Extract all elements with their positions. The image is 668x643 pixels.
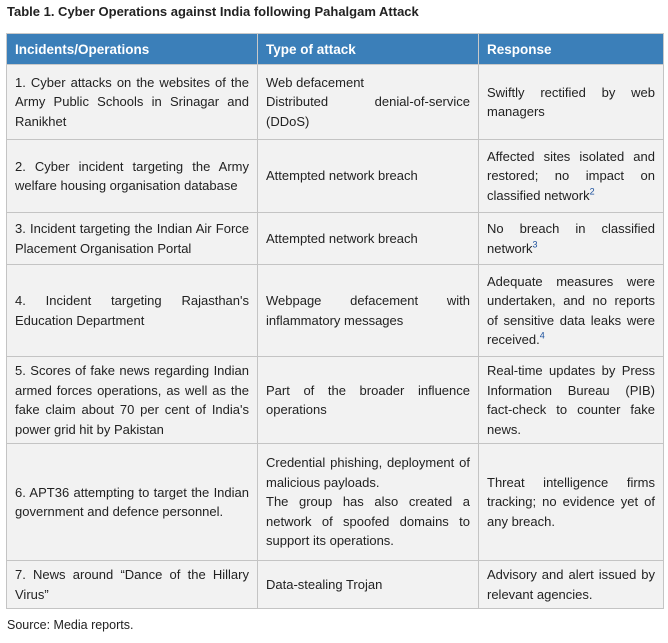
response-cell xyxy=(479,65,664,140)
attack-cell xyxy=(258,444,479,561)
source-note: Source: Media reports. xyxy=(7,618,134,632)
response-text: Real-time updates by Press Information Bureau (PIB) fact-check to counter fake news. xyxy=(487,363,655,437)
response-text: Affected sites isolated and restored; no impact on classified network xyxy=(487,148,655,203)
incident-cell: 7. News around “Dance of the Hillary Virus” xyxy=(7,561,258,609)
attack-cell xyxy=(258,357,479,444)
incident-cell: 1. Cyber attacks on the websites of the Army Public Schools in Srinagar and Ranikhet xyxy=(7,65,258,140)
attack-cell xyxy=(258,265,479,357)
attack-line: Attempted network breach xyxy=(266,168,418,184)
response-cell xyxy=(479,561,664,609)
attack-cell xyxy=(258,213,479,265)
table-title: Table 1. Cyber Operations against India following Pahalgam Attack xyxy=(7,4,419,19)
table-row xyxy=(7,357,664,444)
table-row xyxy=(7,561,664,609)
attack-line: Attempted network breach xyxy=(266,230,418,246)
table-row xyxy=(7,265,664,357)
response-text: Threat intelligence firms tracking; no evidence yet of any breach. xyxy=(487,474,655,529)
attack-cell xyxy=(258,561,479,609)
footnote-marker: 2 xyxy=(589,186,595,197)
footnote-marker: 3 xyxy=(532,239,538,250)
attack-cell xyxy=(258,65,479,140)
attack-line: Data-stealing Trojan xyxy=(266,576,383,592)
incident-cell: 6. APT36 attempting to target the Indian government and defence personnel. xyxy=(7,444,258,561)
table-row xyxy=(7,444,664,561)
cyber-operations-table xyxy=(6,33,664,609)
response-cell xyxy=(479,213,664,265)
table-row xyxy=(7,213,664,265)
incident-cell: 2. Cyber incident targeting the Army welfare housing organisation database xyxy=(7,140,258,213)
response-text: Swiftly rectified by web managers xyxy=(487,84,655,119)
attack-line: Credential phishing, deployment of malicious payloads. xyxy=(266,455,470,490)
table-row xyxy=(7,140,664,213)
response-cell xyxy=(479,265,664,357)
header-type-of-attack: Type of attack xyxy=(258,34,479,65)
header-incidents: Incidents/Operations xyxy=(7,34,258,65)
response-text: No breach in classified network xyxy=(487,221,655,256)
incident-cell: 3. Incident targeting the Indian Air Force Placement Organisation Portal xyxy=(7,213,258,265)
incident-cell: 5. Scores of fake news regarding Indian armed forces operations, as well as the fake claim about 70 per cent of India's power grid hit by Pakistan xyxy=(7,357,258,444)
response-text: Adequate measures were undertaken, and no reports of sensitive data leaks were received. xyxy=(487,273,655,347)
attack-line: The group has also created a network of spoofed domains to support its operations. xyxy=(266,494,470,549)
table-header-row xyxy=(7,34,664,65)
attack-line: Distributed denial-of-service (DDoS) xyxy=(266,94,470,129)
attack-line: Part of the broader influence operations xyxy=(266,382,470,417)
response-cell xyxy=(479,444,664,561)
response-cell xyxy=(479,140,664,213)
incident-cell: 4. Incident targeting Rajasthan's Education Department xyxy=(7,265,258,357)
header-response: Response xyxy=(479,34,664,65)
response-text: Advisory and alert issued by relevant agencies. xyxy=(487,567,655,602)
table-row xyxy=(7,65,664,140)
footnote-marker: 4 xyxy=(539,330,545,341)
attack-line: Webpage defacement with inflammatory messages xyxy=(266,293,470,328)
response-cell xyxy=(479,357,664,444)
attack-cell xyxy=(258,140,479,213)
attack-line: Web defacement xyxy=(266,74,365,90)
